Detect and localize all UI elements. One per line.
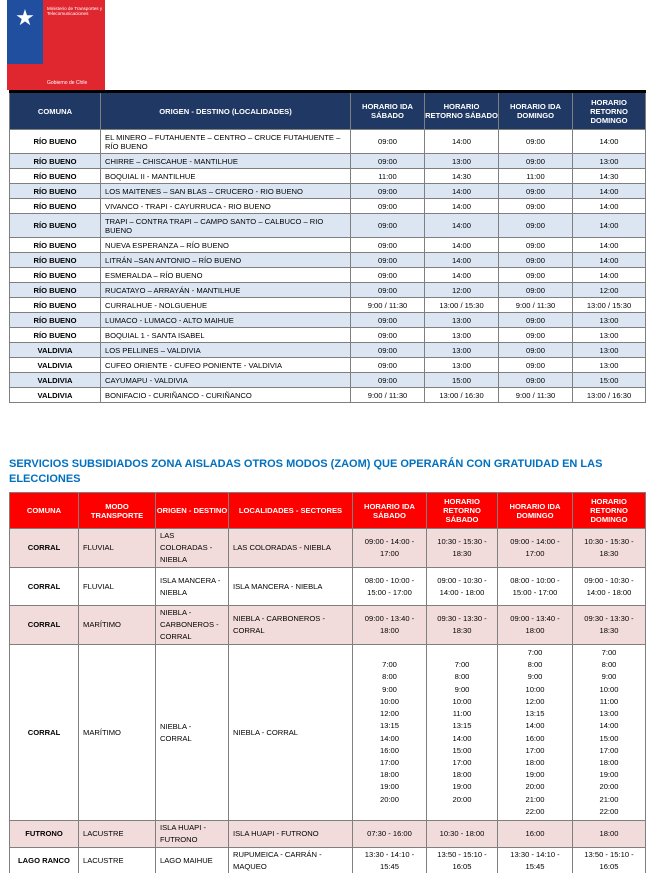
time-entry: 9:00 <box>601 672 617 682</box>
comuna-cell: CORRAL <box>10 529 79 568</box>
header-origen-destino: ORIGEN - DESTINO (LOCALIDADES) <box>101 92 351 130</box>
table-row <box>10 568 646 606</box>
header-origen-destino: ORIGEN - DESTINO <box>156 493 229 529</box>
retorno-sabado-cell: 14:00 <box>425 268 499 283</box>
comuna-cell: FUTRONO <box>10 821 79 848</box>
time-entry: 13:15 <box>525 709 545 719</box>
ida-domingo-cell: 09:00 <box>499 214 573 238</box>
origen-destino-cell: NIEBLA - CARBONEROS - CORRAL <box>156 606 229 645</box>
table-row <box>10 313 646 328</box>
header-ida-sabado: HORARIO IDA SÁBADO <box>353 493 427 529</box>
ida-sabado-cell: 09:00 <box>351 283 425 298</box>
time-entry: 9:00 <box>527 672 543 682</box>
table-row <box>10 358 646 373</box>
retorno-sabado-cell: 13:00 <box>425 358 499 373</box>
time-entry: 15:00 <box>599 733 619 743</box>
time-entry: 8:00 <box>601 660 617 670</box>
ida-sabado-cell: 09:00 <box>351 313 425 328</box>
table-row <box>10 169 646 184</box>
zaom-schedule-table <box>9 492 646 873</box>
ida-domingo-cell: 09:00 <box>499 268 573 283</box>
time-entry: 17:00 <box>599 745 619 755</box>
time-entry: 10:00 <box>525 684 545 694</box>
origen-destino-cell: BONIFACIO - CURIÑANCO - CURIÑANCO <box>101 388 351 403</box>
ida-sabado-cell: 09:00 <box>351 184 425 199</box>
time-entry: 8:00 <box>454 672 470 682</box>
ida-domingo-cell: 09:00 <box>499 253 573 268</box>
ida-sabado-cell: 9:00 / 11:30 <box>351 388 425 403</box>
origen-destino-cell: LITRÁN –SAN ANTONIO – RÍO BUENO <box>101 253 351 268</box>
retorno-domingo-cell: 13:00 <box>573 358 646 373</box>
ida-domingo-cell: 09:00 <box>499 154 573 169</box>
retorno-sabado-cell: 12:00 <box>425 283 499 298</box>
comuna-cell: RÍO BUENO <box>10 130 101 154</box>
table-row <box>10 821 646 848</box>
header-ida-domingo: HORARIO IDA DOMINGO <box>498 493 573 529</box>
retorno-sabado-cell: 14:00 <box>425 130 499 154</box>
retorno-sabado-cell: 13:00 / 16:30 <box>425 388 499 403</box>
comuna-cell: RÍO BUENO <box>10 268 101 283</box>
ida-domingo-cell: 09:00 <box>499 343 573 358</box>
time-entry: 14:00 <box>599 721 619 731</box>
origen-destino-cell: LOS MAITENES – SAN BLAS – CRUCERO - RIO BUENO <box>101 184 351 199</box>
ida-sabado-cell: 09:00 <box>351 373 425 388</box>
origen-destino-cell: BOQUIAL 1 - SANTA ISABEL <box>101 328 351 343</box>
retorno-sabado-cell: 15:00 <box>425 373 499 388</box>
star-icon: ★ <box>15 5 35 30</box>
retorno-domingo-cell: 14:00 <box>573 199 646 214</box>
ida-sabado-cell: 09:00 <box>351 343 425 358</box>
retorno-sabado-cell <box>427 645 498 821</box>
time-entry: 19:00 <box>599 770 619 780</box>
ida-domingo-cell: 09:00 <box>499 358 573 373</box>
retorno-domingo-cell: 09:00 - 10:30 - 14:00 - 18:00 <box>573 568 646 606</box>
time-entry: 18:00 <box>379 770 399 780</box>
table-header-row <box>10 493 646 529</box>
ida-domingo-cell: 13:30 - 14:10 - 15:45 <box>498 848 573 873</box>
header-retorno-sabado: HORARIO RETORNO SÁBADO <box>425 92 499 130</box>
retorno-domingo-cell: 14:00 <box>573 238 646 253</box>
origen-destino-cell: EL MINERO – FUTAHUENTE – CENTRO – CRUCE FUTAHUENTE – RÍO BUENO <box>101 130 351 154</box>
time-entry: 19:00 <box>379 782 399 792</box>
origen-destino-cell: RUCATAYO – ARRAYÁN - MANTILHUE <box>101 283 351 298</box>
time-entry: 8:00 <box>382 672 397 682</box>
table-row <box>10 373 646 388</box>
origen-destino-cell: LAGO MAIHUE <box>156 848 229 873</box>
time-entry: 18:00 <box>525 757 545 767</box>
time-entry: 9:00 <box>454 684 470 694</box>
comuna-cell: RÍO BUENO <box>10 253 101 268</box>
retorno-domingo-cell <box>573 645 646 821</box>
retorno-domingo-cell: 13:00 <box>573 343 646 358</box>
table-row <box>10 184 646 199</box>
time-entry: 10:00 <box>452 696 472 706</box>
header-localidades-sectores: LOCALIDADES - SECTORES <box>229 493 353 529</box>
time-entry: 15:00 <box>452 745 472 755</box>
retorno-sabado-cell: 14:00 <box>425 238 499 253</box>
retorno-domingo-cell: 09:30 - 13:30 - 18:30 <box>573 606 646 645</box>
retorno-domingo-cell: 13:00 / 15:30 <box>573 298 646 313</box>
ida-sabado-cell: 08:00 - 10:00 - 15:00 - 17:00 <box>353 568 427 606</box>
table-row <box>10 298 646 313</box>
comuna-cell: RÍO BUENO <box>10 154 101 169</box>
retorno-sabado-cell: 14:00 <box>425 184 499 199</box>
origen-destino-cell: CURRALHUE - NOLGUEHUE <box>101 298 351 313</box>
retorno-sabado-cell: 14:30 <box>425 169 499 184</box>
comuna-cell: RÍO BUENO <box>10 313 101 328</box>
table-row <box>10 253 646 268</box>
ida-sabado-cell: 09:00 - 14:00 - 17:00 <box>353 529 427 568</box>
localidades-cell: LAS COLORADAS - NIEBLA <box>229 529 353 568</box>
modo-transporte-cell: MARÍTIMO <box>79 645 156 821</box>
retorno-sabado-cell: 14:00 <box>425 214 499 238</box>
comuna-cell: CORRAL <box>10 606 79 645</box>
header-retorno-domingo: HORARIO RETORNO DOMINGO <box>573 493 646 529</box>
table-row <box>10 606 646 645</box>
origen-destino-cell: VIVANCO - TRAPI - CAYURRUCA - RIO BUENO <box>101 199 351 214</box>
header-retorno-sabado: HORARIO RETORNO SÁBADO <box>427 493 498 529</box>
ida-sabado-cell: 9:00 / 11:30 <box>351 298 425 313</box>
table-header-row <box>10 92 646 130</box>
localidades-cell: ISLA MANCERA - NIEBLA <box>229 568 353 606</box>
origen-destino-cell: ESMERALDA – RÍO BUENO <box>101 268 351 283</box>
time-entry: 20:00 <box>525 782 545 792</box>
ida-domingo-cell: 09:00 - 14:00 - 17:00 <box>498 529 573 568</box>
table-row <box>10 343 646 358</box>
time-entry: 18:00 <box>452 770 472 780</box>
origen-destino-cell: LAS COLORADAS - NIEBLA <box>156 529 229 568</box>
ida-sabado-cell: 11:00 <box>351 169 425 184</box>
section-title: SERVICIOS SUBSIDIADOS ZONA AISLADAS OTROS MODOS (ZAOM) QUE OPERARÁN CON GRATUIDAD EN LAS ELECCIONES <box>9 458 603 485</box>
ida-domingo-cell: 9:00 / 11:30 <box>499 388 573 403</box>
modo-transporte-cell: FLUVIAL <box>79 568 156 606</box>
time-entry: 21:00 <box>525 794 545 804</box>
time-entry: 22:00 <box>599 806 619 816</box>
ida-domingo-cell: 09:00 <box>499 199 573 214</box>
retorno-sabado-cell: 09:30 - 13:30 - 18:30 <box>427 606 498 645</box>
comuna-cell: RÍO BUENO <box>10 283 101 298</box>
time-entry: 22:00 <box>525 806 545 816</box>
retorno-domingo-cell: 15:00 <box>573 373 646 388</box>
time-entry: 12:00 <box>379 709 399 719</box>
comuna-cell: CORRAL <box>10 568 79 606</box>
retorno-domingo-cell: 13:00 <box>573 154 646 169</box>
ida-sabado-cell: 07:30 - 16:00 <box>353 821 427 848</box>
comuna-cell: RÍO BUENO <box>10 238 101 253</box>
comuna-cell: RÍO BUENO <box>10 199 101 214</box>
retorno-sabado-cell: 13:00 / 15:30 <box>425 298 499 313</box>
time-entry: 10:00 <box>379 696 399 706</box>
modo-transporte-cell: MARÍTIMO <box>79 606 156 645</box>
origen-destino-cell: LOS PELLINES – VALDIVIA <box>101 343 351 358</box>
retorno-domingo-cell: 14:00 <box>573 130 646 154</box>
header-comuna: COMUNA <box>10 493 79 529</box>
time-entry: 11:00 <box>452 709 472 719</box>
table-row <box>10 645 646 821</box>
retorno-domingo-cell: 10:30 - 15:30 - 18:30 <box>573 529 646 568</box>
ida-sabado-cell <box>353 645 427 821</box>
retorno-domingo-cell: 13:50 - 15:10 - 16:05 <box>573 848 646 873</box>
logo-red-band <box>7 64 105 90</box>
time-entry: 19:00 <box>525 770 545 780</box>
ida-sabado-cell: 09:00 <box>351 328 425 343</box>
time-entry: 8:00 <box>527 660 543 670</box>
localidades-cell: ISLA HUAPI - FUTRONO <box>229 821 353 848</box>
time-entry: 7:00 <box>454 660 470 670</box>
retorno-sabado-cell: 13:00 <box>425 343 499 358</box>
time-entry: 17:00 <box>379 757 399 767</box>
origen-destino-cell: BOQUIAL II - MANTILHUE <box>101 169 351 184</box>
comuna-cell: VALDIVIA <box>10 388 101 403</box>
origen-destino-cell: ISLA HUAPI - FUTRONO <box>156 821 229 848</box>
ida-sabado-cell: 09:00 <box>351 253 425 268</box>
ida-sabado-cell: 09:00 <box>351 214 425 238</box>
header-modo-transporte: MODO TRANSPORTE <box>79 493 156 529</box>
retorno-sabado-cell: 13:00 <box>425 313 499 328</box>
ida-domingo-cell: 09:00 <box>499 283 573 298</box>
ida-sabado-cell: 09:00 <box>351 358 425 373</box>
time-entry: 16:00 <box>379 745 399 755</box>
time-entry: 19:00 <box>452 782 472 792</box>
retorno-sabado-cell: 13:00 <box>425 328 499 343</box>
retorno-sabado-cell: 14:00 <box>425 253 499 268</box>
time-entry: 17:00 <box>525 745 545 755</box>
localidades-cell: NIEBLA - CORRAL <box>229 645 353 821</box>
ida-domingo-cell: 09:00 <box>499 238 573 253</box>
retorno-domingo-cell: 14:00 <box>573 184 646 199</box>
ministry-name: Ministerio de Transportes y Telecomunicaciones <box>47 6 103 17</box>
retorno-domingo-cell: 13:00 / 16:30 <box>573 388 646 403</box>
origen-destino-cell: NIEBLA - CORRAL <box>156 645 229 821</box>
table-row <box>10 238 646 253</box>
comuna-cell: RÍO BUENO <box>10 184 101 199</box>
comuna-cell: VALDIVIA <box>10 373 101 388</box>
ida-sabado-cell: 09:00 <box>351 238 425 253</box>
origen-destino-cell: CHIRRE – CHISCAHUE - MANTILHUE <box>101 154 351 169</box>
time-entry: 7:00 <box>601 648 617 658</box>
bus-schedule-table <box>9 90 646 403</box>
table-row <box>10 130 646 154</box>
retorno-domingo-cell: 13:00 <box>573 313 646 328</box>
origen-destino-cell: ISLA MANCERA - NIEBLA <box>156 568 229 606</box>
retorno-sabado-cell: 09:00 - 10:30 - 14:00 - 18:00 <box>427 568 498 606</box>
retorno-domingo-cell: 12:00 <box>573 283 646 298</box>
retorno-domingo-cell: 14:00 <box>573 214 646 238</box>
time-entry: 14:00 <box>452 733 472 743</box>
time-entry: 10:00 <box>599 684 619 694</box>
retorno-domingo-cell: 14:30 <box>573 169 646 184</box>
comuna-cell: CORRAL <box>10 645 79 821</box>
retorno-sabado-cell: 10:30 - 18:00 <box>427 821 498 848</box>
time-entry: 20:00 <box>452 794 472 804</box>
table-row <box>10 848 646 873</box>
origen-destino-cell: CAYUMAPU - VALDIVIA <box>101 373 351 388</box>
time-entry: 21:00 <box>599 794 619 804</box>
comuna-cell: VALDIVIA <box>10 343 101 358</box>
time-entry: 9:00 <box>382 684 397 694</box>
origen-destino-cell: LUMACO - LUMACO - ALTO MAIHUE <box>101 313 351 328</box>
ida-domingo-cell: 09:00 - 13:40 - 18:00 <box>498 606 573 645</box>
ida-domingo-cell: 9:00 / 11:30 <box>499 298 573 313</box>
retorno-sabado-cell: 10:30 - 15:30 - 18:30 <box>427 529 498 568</box>
time-entry: 20:00 <box>379 794 399 804</box>
time-entry: 12:00 <box>525 696 545 706</box>
time-entry: 11:00 <box>599 696 619 706</box>
ida-domingo-cell: 11:00 <box>499 169 573 184</box>
time-entry: 14:00 <box>525 721 545 731</box>
ida-sabado-cell: 09:00 <box>351 154 425 169</box>
retorno-sabado-cell: 14:00 <box>425 199 499 214</box>
origen-destino-cell: CUFEO ORIENTE - CUFEO PONIENTE - VALDIVIA <box>101 358 351 373</box>
ida-domingo-cell: 16:00 <box>498 821 573 848</box>
ida-domingo-cell: 09:00 <box>499 184 573 199</box>
table-row <box>10 154 646 169</box>
comuna-cell: RÍO BUENO <box>10 328 101 343</box>
ida-domingo-cell: 08:00 - 10:00 - 15:00 - 17:00 <box>498 568 573 606</box>
time-entry: 17:00 <box>452 757 472 767</box>
modo-transporte-cell: LACUSTRE <box>79 821 156 848</box>
table-row <box>10 283 646 298</box>
modo-transporte-cell: LACUSTRE <box>79 848 156 873</box>
time-entry: 7:00 <box>382 660 397 670</box>
time-entry: 18:00 <box>599 757 619 767</box>
time-entry: 7:00 <box>527 648 543 658</box>
localidades-cell: RUPUMEICA - CARRÁN - MAQUEO <box>229 848 353 873</box>
ida-domingo-cell: 09:00 <box>499 328 573 343</box>
table-row <box>10 268 646 283</box>
retorno-domingo-cell: 14:00 <box>573 253 646 268</box>
ida-domingo-cell: 09:00 <box>499 130 573 154</box>
ida-sabado-cell: 13:30 - 14:10 - 15:45 <box>353 848 427 873</box>
table-row <box>10 199 646 214</box>
ida-sabado-cell: 09:00 <box>351 268 425 283</box>
table-row <box>10 529 646 568</box>
origen-destino-cell: TRAPI – CONTRA TRAPI – CAMPO SANTO – CALBUCO – RIO BUENO <box>101 214 351 238</box>
ida-sabado-cell: 09:00 <box>351 130 425 154</box>
gobierno-logo <box>7 0 105 90</box>
ida-domingo-cell: 09:00 <box>499 313 573 328</box>
time-entry: 13:15 <box>452 721 472 731</box>
comuna-cell: LAGO RANCO <box>10 848 79 873</box>
retorno-domingo-cell: 14:00 <box>573 268 646 283</box>
origen-destino-cell: NUEVA ESPERANZA – RÍO BUENO <box>101 238 351 253</box>
table-row <box>10 328 646 343</box>
comuna-cell: VALDIVIA <box>10 358 101 373</box>
comuna-cell: RÍO BUENO <box>10 214 101 238</box>
time-entry: 16:00 <box>525 733 545 743</box>
header-retorno-domingo: HORARIO RETORNO DOMINGO <box>573 92 646 130</box>
ida-domingo-cell <box>498 645 573 821</box>
table-row <box>10 388 646 403</box>
header-ida-sabado: HORARIO IDA SÁBADO <box>351 92 425 130</box>
retorno-sabado-cell: 13:00 <box>425 154 499 169</box>
retorno-domingo-cell: 18:00 <box>573 821 646 848</box>
time-entry: 13:00 <box>599 709 619 719</box>
retorno-sabado-cell: 13:50 - 15:10 - 16:05 <box>427 848 498 873</box>
ida-domingo-cell: 09:00 <box>499 373 573 388</box>
ida-sabado-cell: 09:00 - 13:40 - 18:00 <box>353 606 427 645</box>
header-ida-domingo: HORARIO IDA DOMINGO <box>499 92 573 130</box>
localidades-cell: NIEBLA - CARBONEROS - CORRAL <box>229 606 353 645</box>
time-entry: 13:15 <box>379 721 399 731</box>
modo-transporte-cell: FLUVIAL <box>79 529 156 568</box>
comuna-cell: RÍO BUENO <box>10 169 101 184</box>
retorno-domingo-cell: 13:00 <box>573 328 646 343</box>
time-entry: 14:00 <box>379 733 399 743</box>
header-comuna: COMUNA <box>10 92 101 130</box>
table-row <box>10 214 646 238</box>
gobierno-label: Gobierno de Chile <box>47 80 88 86</box>
ida-sabado-cell: 09:00 <box>351 199 425 214</box>
time-entry: 20:00 <box>599 782 619 792</box>
comuna-cell: RÍO BUENO <box>10 298 101 313</box>
